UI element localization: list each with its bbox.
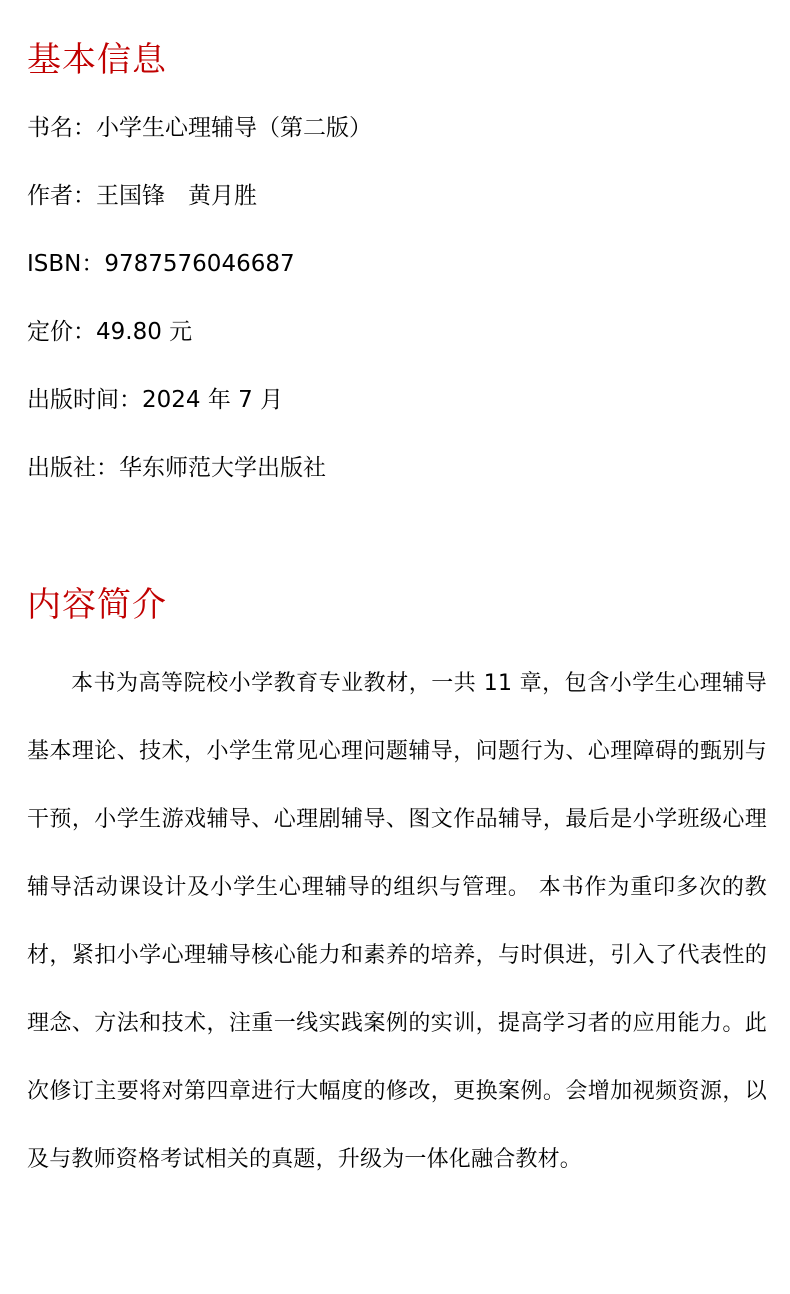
price-label: 定价： [27, 319, 96, 345]
publish-date-value: 2024 年 7 月 [142, 387, 284, 413]
basic-info-heading: 基本信息 [27, 40, 167, 80]
isbn-value: 9787576046687 [104, 251, 295, 277]
publish-date-line [27, 385, 283, 415]
book-title-label: 书名： [27, 115, 96, 141]
publish-date-label: 出版时间： [27, 387, 142, 413]
author-line [27, 181, 257, 211]
publisher-value: 华东师范大学出版社 [119, 455, 326, 481]
publisher-line [27, 453, 326, 483]
intro-heading: 内容简介 [27, 585, 167, 625]
isbn-line [27, 249, 295, 279]
author-label: 作者： [27, 183, 96, 209]
publisher-label: 出版社： [27, 455, 119, 481]
isbn-label: ISBN： [27, 251, 105, 277]
book-title-value: 小学生心理辅导（第二版） [96, 115, 372, 141]
price-value: 49.80 元 [96, 319, 193, 345]
author-value: 王国锋 黄月胜 [96, 183, 257, 209]
price-line [27, 317, 192, 347]
intro-paragraph: 本书为高等院校小学教育专业教材，一共 11 章，包含小学生心理辅导基本理论、技术，小学生常见心理问题辅导，问题行为、心理障碍的甄别与干预，小学生游戏辅导、心理剧辅导、图文作品辅导，最后是小学班级心理辅导活动课设计及小学生心理辅导的组织与管理。 本书作为重印多次的教材，紧扣小学心理辅导核心能力和素养的培养，与时俱进，引入了代表性的理念、方法和技术，注重一线实践案例的实训，提高学习者的应用能力。此次修订主要将对第四章进行大幅度的修改，更换案例。会增加视频资源，以及与教师资格考试相关的真题，升级为一体化融合教材。 [27, 671, 767, 1172]
book-title-line [27, 113, 372, 143]
